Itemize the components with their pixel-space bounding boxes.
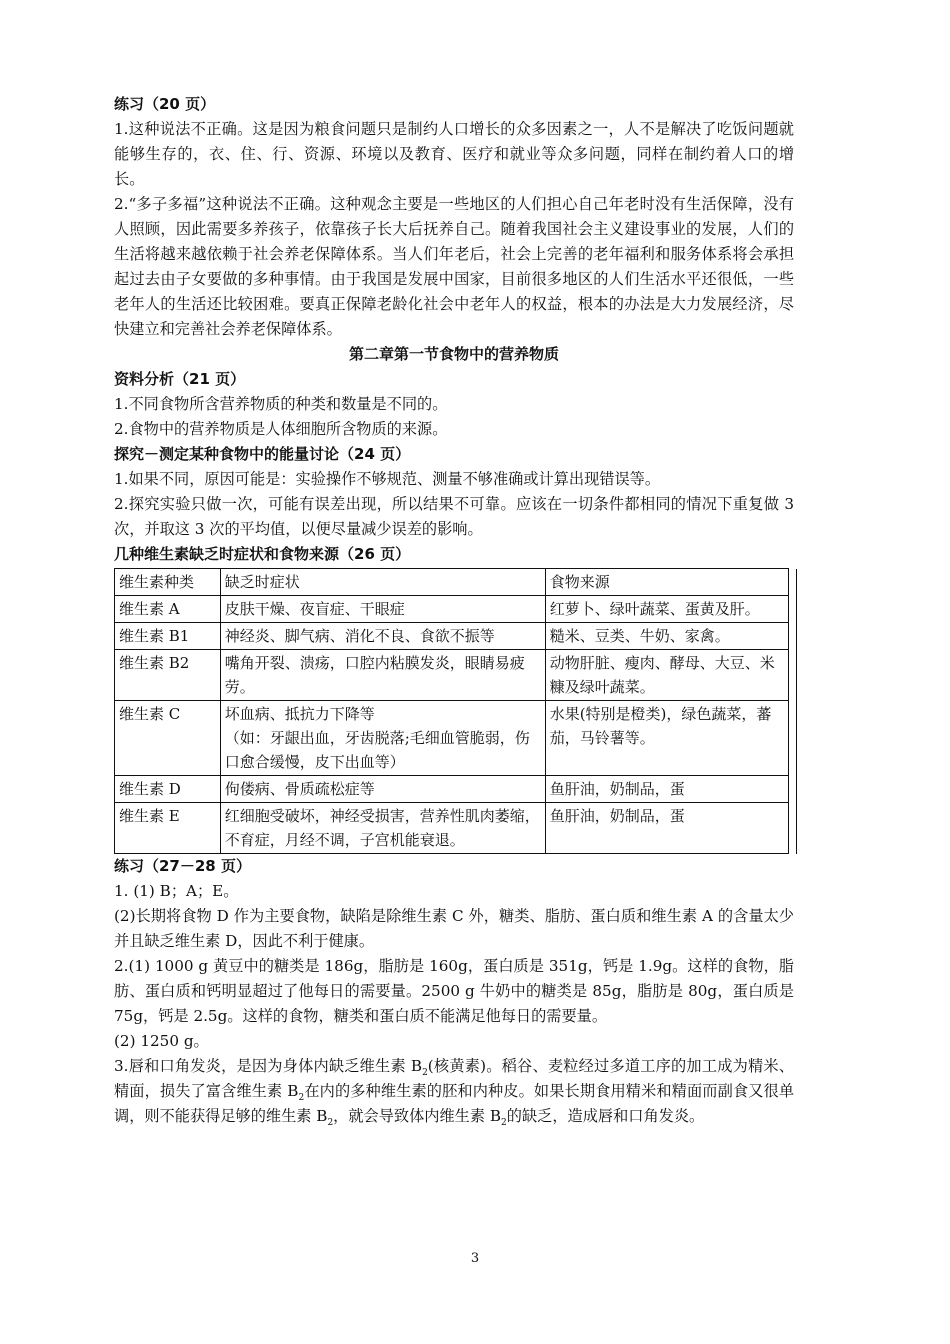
table-header-row	[115, 569, 789, 596]
table-cell: 鱼肝油，奶制品，蛋	[545, 803, 788, 854]
table-cell: 动物肝脏、瘦肉、酵母、大豆、米糠及绿叶蔬菜。	[545, 650, 788, 701]
paragraph: 2.食物中的营养物质是人体细胞所含物质的来源。	[114, 420, 448, 438]
table-cell: 维生素 B2	[115, 650, 221, 701]
table-row	[115, 650, 789, 701]
subscript: 2	[501, 1118, 507, 1128]
chapter-title: 第二章第一节食物中的营养物质	[348, 345, 559, 363]
table-cell: 红萝卜、绿叶蔬菜、蛋黄及肝。	[545, 596, 788, 623]
table-row	[115, 701, 789, 776]
paragraph	[114, 1054, 794, 1129]
paragraph: 1.如果不同，原因可能是：实验操作不够规范、测量不够准确或计算出现错误等。	[114, 470, 661, 488]
table-cell: 糙米、豆类、牛奶、家禽。	[545, 623, 788, 650]
table-cell: 维生素 B1	[115, 623, 221, 650]
table-cell: 鱼肝油，奶制品，蛋	[545, 776, 788, 803]
table-cell: 嘴角开裂、溃疡，口腔内粘膜发炎，眼睛易疲劳。	[220, 650, 545, 701]
text-fragment: 的缺乏，造成唇和口角发炎。	[506, 1107, 705, 1125]
table-cell: 维生素 E	[115, 803, 221, 854]
text-fragment: 3.唇和口角发炎，是因为身体内缺乏维生素 B	[114, 1057, 423, 1075]
paragraph: 2.(1) 1000 g 黄豆中的糖类是 186g，脂肪是 160g，蛋白质是 351g，钙是 1.9g。这样的食物，脂肪、蛋白质和钙明显超过了他每日的需要量。2500 g 牛奶中的糖类是 85g，脂肪是 80g，蛋白质是 75g，钙是 2.5g。这样的食物，糖类和蛋白质不能满足他每日的需要量。	[114, 957, 794, 1025]
paragraph: (2)长期将食物 D 作为主要食物，缺陷是除维生素 C 外，糖类、脂肪、蛋白质和维生素 A 的含量太少并且缺乏维生素 D，因此不利于健康。	[114, 907, 794, 950]
text-fragment: (核黄素)。稻谷、麦粒经过多道工序的加工成为精米、精面，损失了富含维生素 B	[114, 1057, 794, 1100]
paragraph: 2.“多子多福”这种说法不正确。这种观念主要是一些地区的人们担心自己年老时没有生活保障，没有人照顾，因此需要多养孩子，依靠孩子长大后抚养自己。随着我国社会主义建设事业的发展，人们的生活将越来越依赖于社会养老保障体系。当人们年老后，社会上完善的老年福利和服务体系将会承担起过去由子女要做的多种事情。由于我国是发展中国家，目前很多地区的人们生活水平还很低，一些老年人的生活还比较困难。要真正保障老龄化社会中老年人的权益，根本的办法是大力发展经济，尽快建立和完善社会养老保障体系。	[114, 195, 794, 338]
table-cell: 红细胞受破坏，神经受损害，营养性肌肉萎缩，不育症，月经不调，子宫机能衰退。	[220, 803, 545, 854]
page-number: 3	[470, 1251, 480, 1266]
table-cell: 坏血病、抵抗力下降等 （如：牙龈出血，牙齿脱落;毛细血管脆弱，伤口愈合缓慢，皮下出血等）	[220, 701, 545, 776]
table-cell: 维生素 D	[115, 776, 221, 803]
table-row	[115, 776, 789, 803]
subscript: 2	[327, 1118, 334, 1128]
text-fragment: 在内的多种维生素的胚和内种皮。如果长期食用精米和精面而副食又很单调，则不能获得足够的维生素 B	[114, 1082, 795, 1125]
section-heading: 练习（20 页）	[114, 95, 216, 113]
column-header: 食物来源	[545, 569, 788, 596]
section-heading: 探究－测定某种食物中的能量讨论（24 页）	[114, 445, 411, 463]
table-cell: 皮肤干燥、夜盲症、干眼症	[220, 596, 545, 623]
paragraph: (2) 1250 g。	[114, 1032, 209, 1050]
text-fragment: ，就会导致体内维生素 B	[333, 1107, 502, 1125]
page-content	[114, 92, 794, 1129]
vitamin-table	[114, 568, 789, 854]
table-cell: 维生素 A	[115, 596, 221, 623]
table-cell: 水果(特别是橙类)，绿色蔬菜，蕃茄，马铃薯等。	[545, 701, 788, 776]
table-row	[115, 803, 789, 854]
table-cell: 维生素 C	[115, 701, 221, 776]
section-heading: 资料分析（21 页）	[114, 370, 246, 388]
table-row	[115, 623, 789, 650]
subscript: 2	[298, 1093, 305, 1103]
table-heading: 几种维生素缺乏时症状和食物来源（26 页）	[114, 545, 411, 563]
table-cell: 佝偻病、骨质疏松症等	[220, 776, 545, 803]
subscript: 2	[422, 1068, 428, 1078]
paragraph: 1.这种说法不正确。这是因为粮食问题只是制约人口增长的众多因素之一，人不是解决了吃饭问题就能够生存的，衣、住、行、资源、环境以及教育、医疗和就业等众多问题，同样在制约着人口的增长。	[114, 120, 794, 188]
column-header: 缺乏时症状	[220, 569, 545, 596]
paragraph: 1.不同食物所含营养物质的种类和数量是不同的。	[114, 395, 448, 413]
paragraph: 2.探究实验只做一次，可能有误差出现，所以结果不可靠。应该在一切条件都相同的情况下重复做 3 次，并取这 3 次的平均值，以便尽量减少误差的影响。	[114, 495, 794, 538]
column-header: 维生素种类	[115, 569, 221, 596]
vitamin-table-wrapper	[114, 568, 794, 854]
table-row	[115, 596, 789, 623]
table-cell: 神经炎、脚气病、消化不良、食欲不振等	[220, 623, 545, 650]
paragraph: 1. (1) B；A；E。	[114, 882, 239, 900]
section-heading: 练习（27－28 页）	[114, 857, 251, 875]
